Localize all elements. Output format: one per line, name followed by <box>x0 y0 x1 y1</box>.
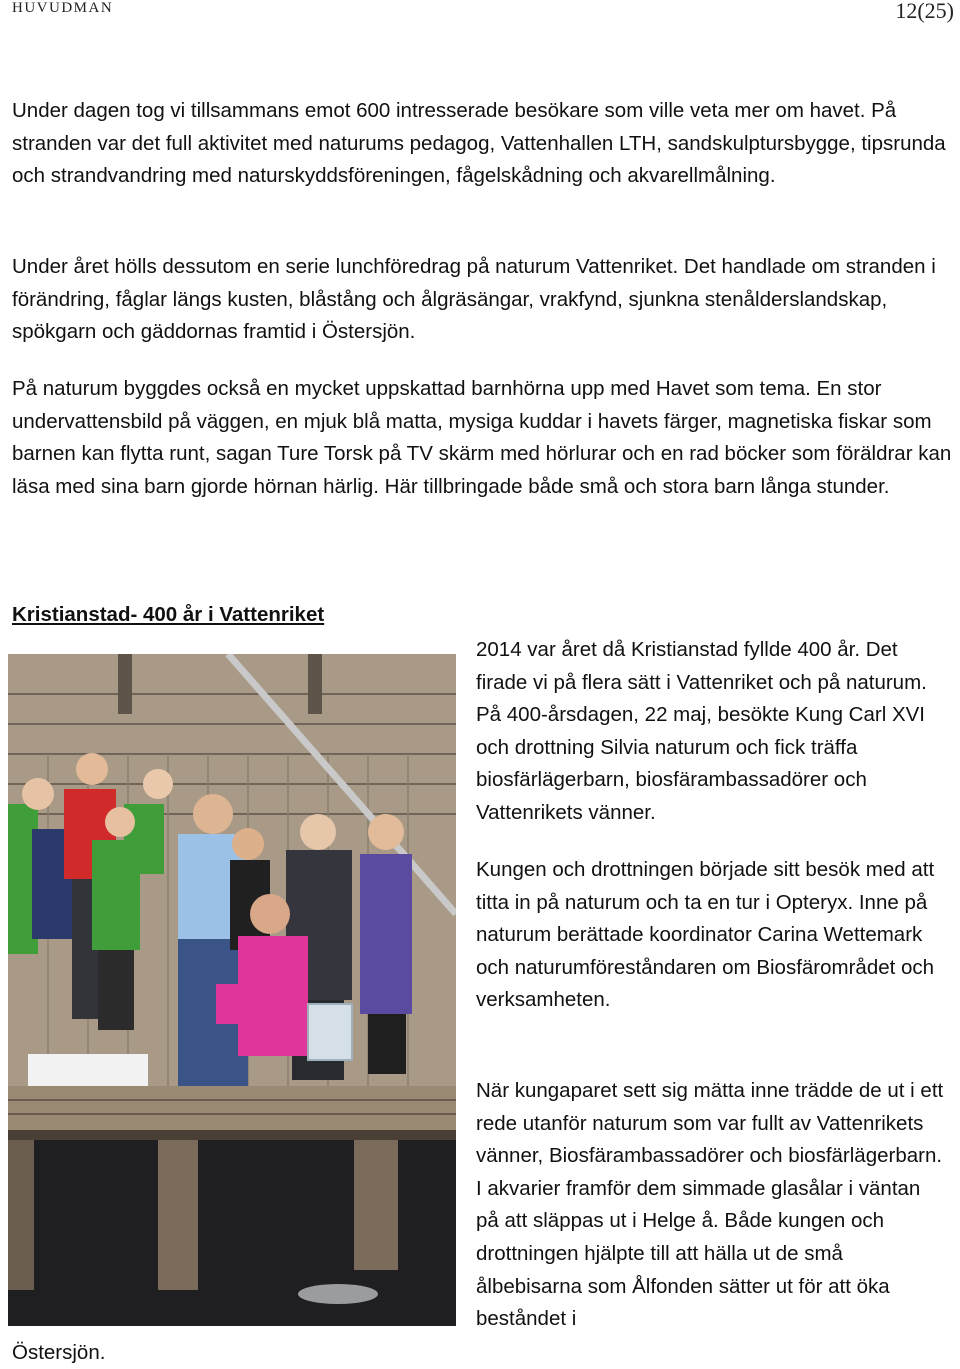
paragraph-lunch-lectures: Under året hölls dessutom en serie lunchföredrag på naturum Vattenriket. Det handlade om stranden i förändring, fåglar längs kusten, blåstång och ålgräsängar, vrakfynd, sjunkna stenålderslandskap, spökgarn och gäddornas framtid i Östersjön. <box>12 255 936 344</box>
header-page-number: 12(25) <box>895 0 954 23</box>
section-heading: Kristianstad- 400 år i Vattenriket <box>12 603 325 626</box>
paragraph-400-years: 2014 var året då Kristianstad fyllde 400 år. Det firade vi på flera sätt i Vattenriket och på naturum. På 400-årsdagen, 22 maj, besökte Kung Carl XVI och drottning Silvia naturum och fick träffa biosfärlägerbarn, biosfärambassadörer och Vattenrikets vänner. <box>476 638 927 824</box>
paragraph-kids-corner: På naturum byggdes också en mycket uppskattad barnhörna upp med Havet som tema. En stor undervattensbild på väggen, en mjuk blå matta, mysiga kuddar i havets färger, magnetiska fiskar som barnen kan flytta runt, sagan Ture Torsk på TV skärm med hörlurar och en rad böcker som föräldrar kan läsa med sina barn gjorde hörnan härlig. Här tillbringade både små och stora barn långa stunder. <box>12 377 952 498</box>
photo-royal-visit <box>8 654 456 1326</box>
paragraph-eel-release: När kungaparet sett sig mätta inne trädde de ut i ett rede utanför naturum som var fullt av Vattenrikets vänner, Biosfärambassadörer och biosfärlägerbarn. I akvarier framför dem simmade glasålar i väntan på att släppas ut i Helge å. Både kungen och drottningen hjälpte till att hälla ut de små ålbebisarna som Ålfonden sätter ut för att öka beståndet i <box>476 1079 944 1331</box>
paragraph-royal-visit-start: Kungen och drottningen började sitt besök med att titta in på naturum och ta en tur i Opteryx. Inne på naturum berättade koordinator Carina Wettemark och naturumföreståndaren om Biosfärområdet och verksamheten. <box>476 858 935 1012</box>
paragraph-eel-release-end: Östersjön. <box>12 1341 106 1364</box>
header-org-name: HUVUDMAN <box>12 0 114 16</box>
paragraph-visitors: Under dagen tog vi tillsammans emot 600 intresserade besökare som ville veta mer om havet. På stranden var det full aktivitet med naturums pedagog, Vattenhallen LTH, sandskulptursbygge, tipsrunda och strandvandring med naturskyddsföreningen, fågelskådning och akvarellmålning. <box>12 99 946 188</box>
